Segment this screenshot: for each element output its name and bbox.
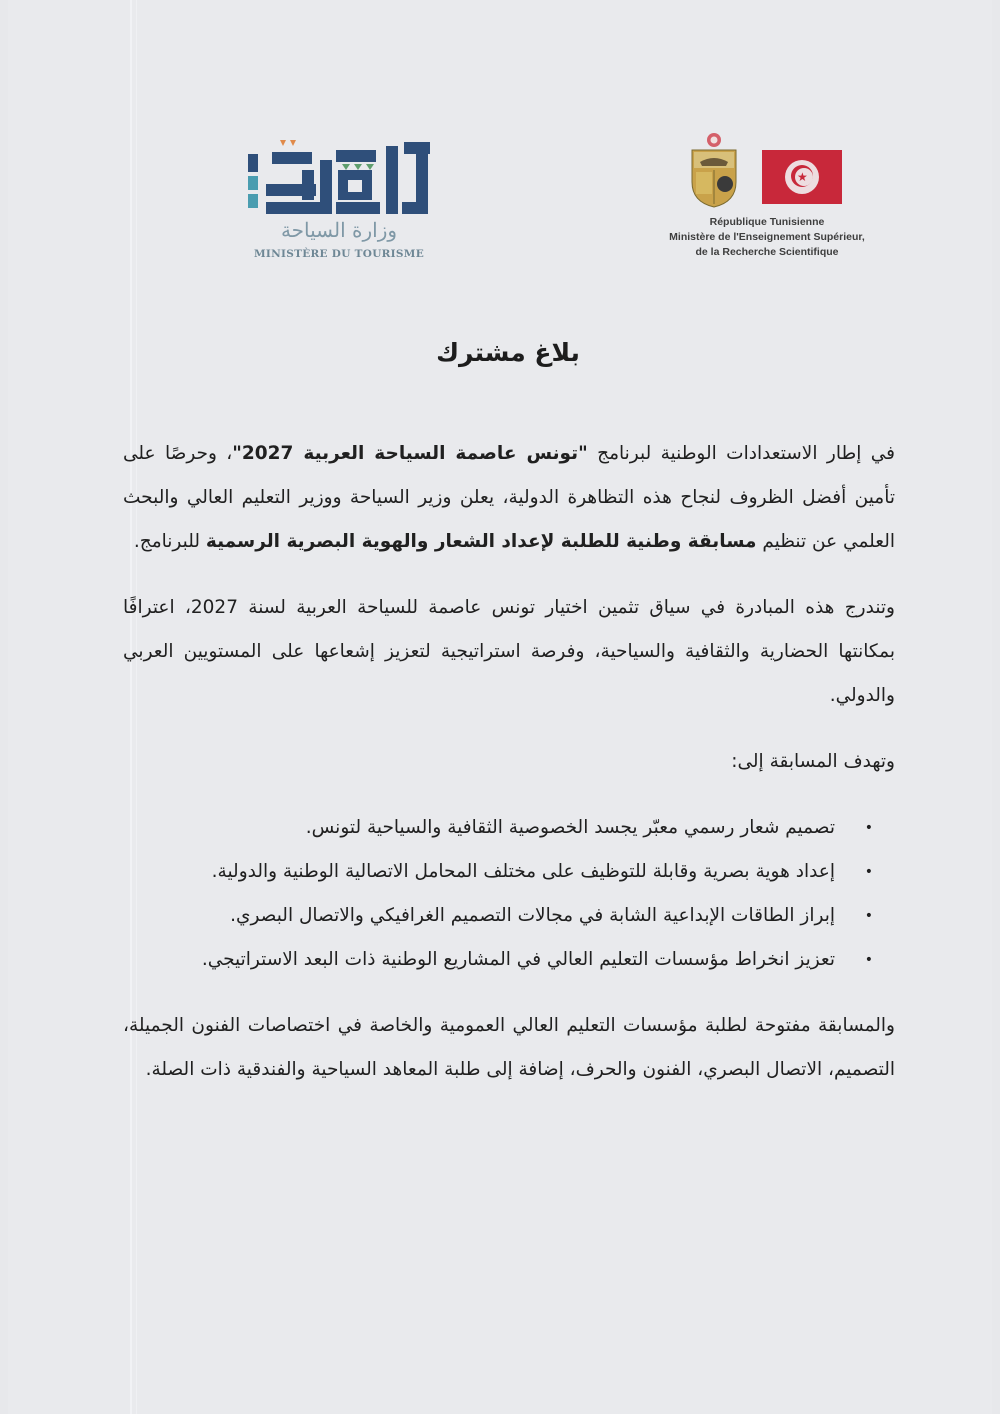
objective-item: [123, 938, 873, 982]
bullet-icon: •: [864, 952, 873, 968]
objective-text: إبراز الطاقات الإبداعية الشابة في مجالات التصميم الغرافيكي والاتصال البصري.: [230, 905, 835, 926]
bullet-icon: •: [864, 864, 873, 880]
objective-item: [123, 850, 873, 894]
intro-text: في إطار الاستعدادات الوطنية لبرنامج: [587, 443, 895, 464]
objective-text: تصميم شعار رسمي معبّر يجسد الخصوصية الثقافية والسياحية لتونس.: [305, 817, 835, 838]
objective-item: [123, 894, 873, 938]
objective-item: [123, 806, 873, 850]
paragraph-context: وتندرج هذه المبادرة في سياق تثمين اختيار تونس عاصمة للسياحة العربية لسنة 2027، اعترافًا بمكانتها الحضارية والثقافية والسياحية، وفرصة استراتيجية لتعزيز إشعاعها على المستويين العربي والدولي.: [123, 597, 895, 706]
tourism-logo-mark-icon: [246, 140, 432, 216]
program-name: "تونس عاصمة السياحة العربية 2027": [232, 443, 588, 464]
tourism-logo-french-name: MINISTÈRE DU TOURISME: [253, 248, 424, 260]
objective-text: تعزيز انخراط مؤسسات التعليم العالي في المشاريع الوطنية ذات البعد الاستراتيجي.: [201, 949, 835, 970]
tourism-ministry-logo: [246, 140, 432, 265]
tunisia-coat-of-arms-icon: [688, 132, 740, 208]
paragraph-eligibility: والمسابقة مفتوحة لطلبة مؤسسات التعليم العالي العمومية والخاصة في اختصاصات الفنون الجميلة، التصميم، الاتصال البصري، الفنون والحرف، إضافة إلى طلبة المعاهد السياحية والفندقية ذات الصلة.: [123, 1015, 895, 1080]
objectives-intro: وتهدف المسابقة إلى:: [731, 751, 895, 772]
tunisia-flag-icon: ★: [762, 150, 842, 204]
competition-announcement: مسابقة وطنية للطلبة لإعداد الشعار والهوية البصرية الرسمية: [205, 531, 757, 552]
intro-text-end: للبرنامج.: [133, 531, 206, 552]
ministry-line-2: de la Recherche Scientifique: [695, 246, 839, 258]
document-page: [8, 0, 992, 1414]
intro-text-continued: ، وحرصًا على تأمين أفضل الظروف لنجاح هذه التظاهرة الدولية، يعلن وزير السياحة ووزير التعليم العالي والبحث العلمي عن تنظيم: [123, 443, 895, 552]
tourism-logo-arabic-name: وزارة السياحة: [280, 218, 398, 242]
objective-text: إعداد هوية بصرية وقابلة للتوظيف على مختلف المحامل الاتصالية الوطنية والدولية.: [211, 861, 835, 882]
bullet-icon: •: [864, 820, 873, 836]
ministry-line: Ministère de l'Enseignement Supérieur,: [669, 231, 865, 243]
paragraph-intro: [123, 432, 895, 564]
objectives-list: [123, 806, 895, 982]
document-title: بلاغ مشترك: [436, 338, 580, 367]
bullet-icon: •: [864, 908, 873, 924]
republic-line: République Tunisienne: [709, 216, 825, 228]
higher-education-ministry-logo: [656, 132, 878, 262]
document-body: [123, 432, 895, 1114]
